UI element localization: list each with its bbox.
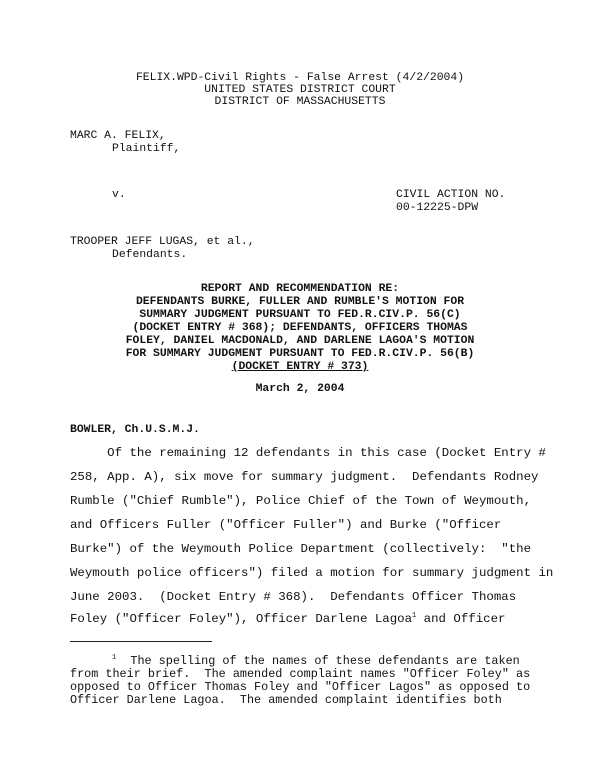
title-line: SUMMARY JUDGMENT PURSUANT TO FED.R.CIV.P. 56(C) <box>139 309 461 321</box>
footnote-reference: 1 <box>412 612 417 620</box>
title-line: (DOCKET ENTRY # 368); DEFENDANTS, OFFICERS THOMAS <box>132 322 468 334</box>
document-date: March 2, 2004 <box>255 383 345 395</box>
title-line: REPORT AND RECOMMENDATION RE: <box>200 283 400 295</box>
footnote-marker: 1 <box>112 654 117 662</box>
civil-action-number: 00-12225-DPW <box>396 202 479 214</box>
footnote-text: The spelling of the names of these defendants are taken <box>116 654 520 668</box>
body-line-tail: and Officer <box>416 612 506 626</box>
versus-label: v. <box>112 189 126 201</box>
civil-action-label: CIVIL ACTION NO. <box>396 189 506 201</box>
body-line: Rumble ("Chief Rumble"), Police Chief of the Town of Weymouth, <box>70 494 532 508</box>
title-line: DEFENDANTS BURKE, FULLER AND RUMBLE'S MOTION FOR <box>135 296 465 308</box>
file-header: FELIX.WPD-Civil Rights - False Arrest (4/2/2004) <box>135 72 465 84</box>
body-line: 258, App. A), six move for summary judgment. Defendants Rodney <box>70 470 539 484</box>
body-line: and Officers Fuller ("Officer Fuller") and Burke ("Officer <box>70 518 502 532</box>
title-line: (DOCKET ENTRY # 373) <box>231 361 369 373</box>
body-line: Of the remaining 12 defendants in this case (Docket Entry # <box>70 446 546 460</box>
title-line: FOLEY, DANIEL MACDONALD, AND DARLENE LAGOA'S MOTION <box>125 335 475 347</box>
body-line: Burke") of the Weymouth Police Department (collectively: "the <box>70 542 532 556</box>
court-name: UNITED STATES DISTRICT COURT <box>204 84 396 96</box>
body-line <box>70 612 505 626</box>
title-line: FOR SUMMARY JUDGMENT PURSUANT TO FED.R.CIV.P. 56(B) <box>125 348 475 360</box>
footnote-line: opposed to Officer Thomas Foley and "Officer Lagos" as opposed to <box>70 680 531 694</box>
body-line-text: Foley ("Officer Foley"), Officer Darlene Lagoa <box>70 612 413 626</box>
plaintiff-name: MARC A. FELIX, <box>70 130 166 142</box>
defendant-role: Defendants. <box>112 249 188 261</box>
author-line: BOWLER, Ch.U.S.M.J. <box>70 424 200 436</box>
plaintiff-role: Plaintiff, <box>112 143 181 155</box>
body-line: June 2003. (Docket Entry # 368). Defendants Officer Thomas <box>70 590 517 604</box>
footnote-divider <box>70 641 212 642</box>
footnote-line: from their brief. The amended complaint names "Officer Foley" as <box>70 667 531 681</box>
body-line: Weymouth police officers") filed a motion for summary judgment in <box>70 566 554 580</box>
defendant-name: TROOPER JEFF LUGAS, et al., <box>70 236 255 248</box>
court-district: DISTRICT OF MASSACHUSETTS <box>214 96 386 108</box>
footnote-line: Officer Darlene Lagoa. The amended complaint identifies both <box>70 693 502 707</box>
